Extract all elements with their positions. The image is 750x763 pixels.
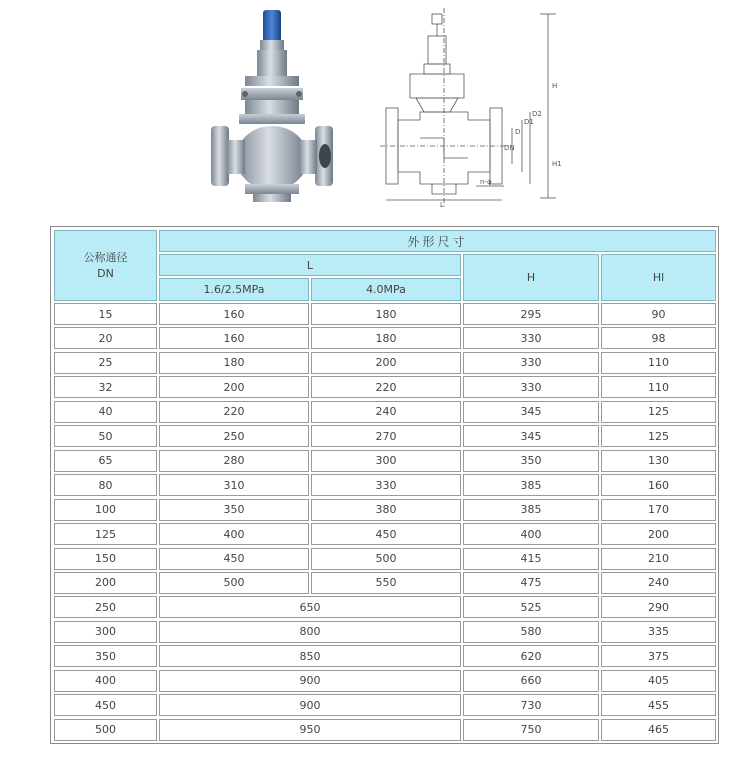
table-cell-dn: 100 [54, 499, 157, 521]
table-cell-l2: 550 [311, 572, 461, 594]
table-cell-l2: 180 [311, 327, 461, 349]
header-pressure-1: 1.6/2.5MPa [159, 278, 309, 301]
table-cell-l2: 200 [311, 352, 461, 374]
table-cell-h: 750 [463, 719, 599, 741]
drawing-label-L: L [440, 201, 444, 208]
table-cell-h1: 125 [601, 425, 716, 447]
table-cell-l2: 270 [311, 425, 461, 447]
table-cell-l2: 380 [311, 499, 461, 521]
table-cell-h: 385 [463, 474, 599, 496]
table-cell-l1: 180 [159, 352, 309, 374]
drawing-label-H1: H1 [552, 160, 562, 168]
table-cell-h: 330 [463, 327, 599, 349]
table-cell-dn: 65 [54, 450, 157, 472]
table-cell-h1: 170 [601, 499, 716, 521]
valve-dimension-drawing [380, 8, 570, 208]
table-cell-h1: 240 [601, 572, 716, 594]
header-dimensions: 外形尺寸 [159, 230, 716, 252]
table-cell-h: 400 [463, 523, 599, 545]
drawing-label-D2: D2 [532, 110, 542, 118]
table-cell-h: 730 [463, 694, 599, 716]
header-dn-cn: 公称通径 [83, 250, 128, 264]
table-cell-l2: 300 [311, 450, 461, 472]
table-cell-h: 295 [463, 303, 599, 325]
table-cell-h1: 375 [601, 645, 716, 667]
table-cell-l1: 160 [159, 327, 309, 349]
table-cell-h: 350 [463, 450, 599, 472]
table-cell-l: 900 [159, 694, 461, 716]
table-cell-h1: 98 [601, 327, 716, 349]
table-cell-l: 850 [159, 645, 461, 667]
table-cell-dn: 300 [54, 621, 157, 643]
table-cell-l2: 240 [311, 401, 461, 423]
table-cell-dn: 40 [54, 401, 157, 423]
valve-photo [205, 8, 345, 208]
table-cell-l2: 500 [311, 548, 461, 570]
table-cell-l: 900 [159, 670, 461, 692]
table-cell-l2: 330 [311, 474, 461, 496]
table-cell-dn: 500 [54, 719, 157, 741]
table-cell-l: 950 [159, 719, 461, 741]
table-cell-h1: 405 [601, 670, 716, 692]
table-cell-l1: 280 [159, 450, 309, 472]
table-cell-l2: 450 [311, 523, 461, 545]
drawing-label-D: D [515, 128, 521, 136]
header-H: H [463, 254, 599, 301]
table-cell-h1: 90 [601, 303, 716, 325]
table-cell-h1: 130 [601, 450, 716, 472]
table-cell-h: 660 [463, 670, 599, 692]
table-cell-h: 385 [463, 499, 599, 521]
table-cell-h1: 110 [601, 376, 716, 398]
table-cell-dn: 350 [54, 645, 157, 667]
header-dn-en: DN [97, 266, 114, 280]
table-cell-dn: 400 [54, 670, 157, 692]
drawing-label-D1: D1 [524, 118, 534, 126]
drawing-label-H: H [552, 82, 558, 90]
table-cell-h: 345 [463, 425, 599, 447]
table-cell-l: 650 [159, 596, 461, 618]
table-cell-dn: 150 [54, 548, 157, 570]
table-cell-l1: 250 [159, 425, 309, 447]
table-cell-h1: 455 [601, 694, 716, 716]
table-cell-l1: 310 [159, 474, 309, 496]
table-cell-l1: 450 [159, 548, 309, 570]
table-cell-h: 330 [463, 352, 599, 374]
table-cell-l2: 220 [311, 376, 461, 398]
table-cell-h: 525 [463, 596, 599, 618]
header-H1: Hl [601, 254, 716, 301]
table-cell-h: 415 [463, 548, 599, 570]
drawing-label-DN: DN [504, 144, 515, 152]
table-cell-l1: 400 [159, 523, 309, 545]
table-cell-l1: 350 [159, 499, 309, 521]
table-cell-h1: 160 [601, 474, 716, 496]
table-cell-h1: 335 [601, 621, 716, 643]
table-cell-h1: 200 [601, 523, 716, 545]
table-cell-dn: 200 [54, 572, 157, 594]
table-cell-dn: 80 [54, 474, 157, 496]
header-pressure-2: 4.0MPa [311, 278, 461, 301]
table-cell-dn: 250 [54, 596, 157, 618]
drawing-label-bolts: n-φ [480, 178, 492, 186]
header-L: L [159, 254, 461, 276]
table-cell-h1: 125 [601, 401, 716, 423]
table-cell-l1: 200 [159, 376, 309, 398]
table-cell-h1: 290 [601, 596, 716, 618]
table-cell-dn: 20 [54, 327, 157, 349]
table-cell-dn: 125 [54, 523, 157, 545]
table-cell-l1: 160 [159, 303, 309, 325]
table-cell-dn: 450 [54, 694, 157, 716]
table-cell-h1: 465 [601, 719, 716, 741]
table-cell-h: 345 [463, 401, 599, 423]
table-cell-l: 800 [159, 621, 461, 643]
header-dn [54, 230, 157, 301]
table-cell-dn: 25 [54, 352, 157, 374]
table-cell-h: 620 [463, 645, 599, 667]
table-cell-l1: 220 [159, 401, 309, 423]
table-cell-h: 330 [463, 376, 599, 398]
table-cell-l1: 500 [159, 572, 309, 594]
table-cell-dn: 50 [54, 425, 157, 447]
table-cell-h1: 210 [601, 548, 716, 570]
table-cell-l2: 180 [311, 303, 461, 325]
table-cell-h: 475 [463, 572, 599, 594]
table-cell-h1: 110 [601, 352, 716, 374]
table-cell-h: 580 [463, 621, 599, 643]
table-cell-dn: 32 [54, 376, 157, 398]
table-cell-dn: 15 [54, 303, 157, 325]
dimension-table [50, 226, 719, 744]
